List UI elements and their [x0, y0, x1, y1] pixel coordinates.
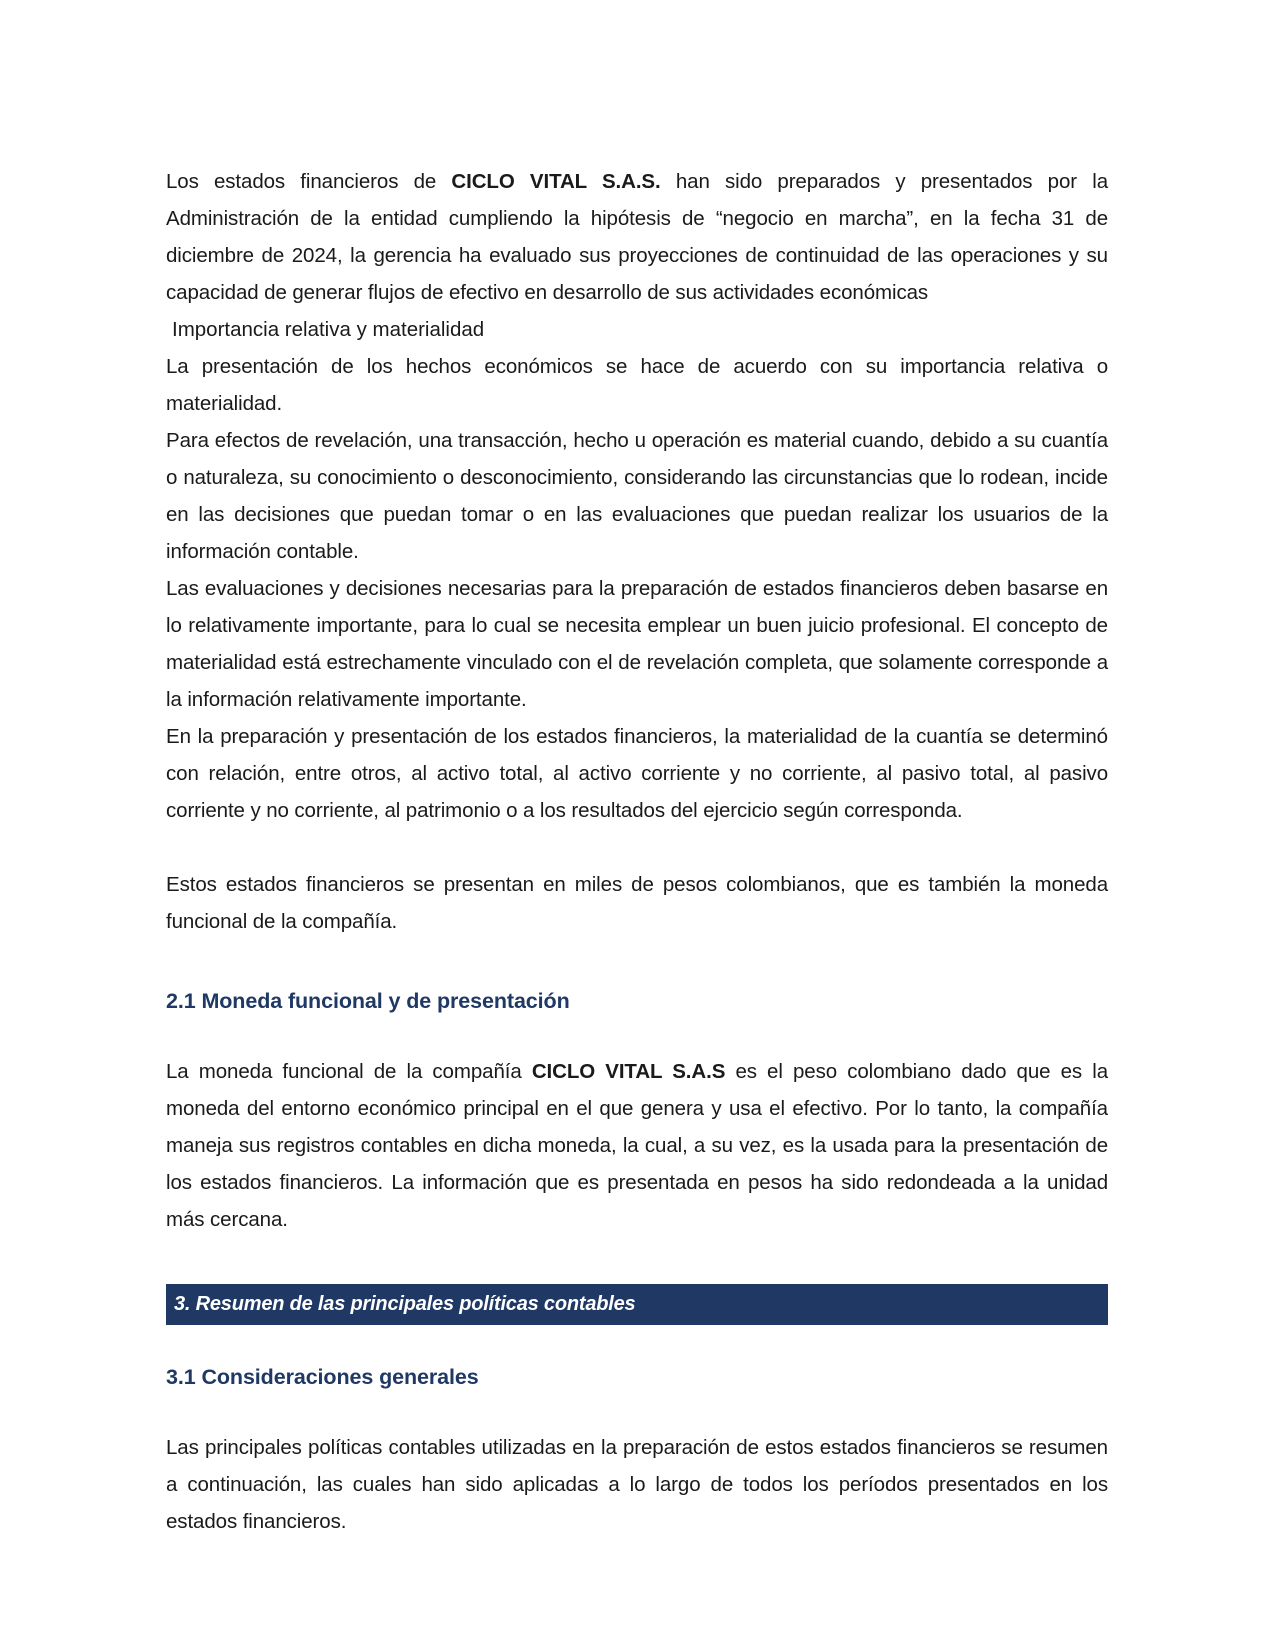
- spacer-before-heading-2-1: [166, 940, 1108, 986]
- paragraph-materialidad-1: La presentación de los hechos económicos se hace de acuerdo con su importancia relativa o materialidad.: [166, 355, 1108, 415]
- company-name-bold-2: CICLO VITAL S.A.S: [531, 1060, 726, 1083]
- moneda-text-before-company: La moneda funcional de la compañía: [166, 1060, 532, 1083]
- subheading-importancia-relativa: Importancia relativa y materialidad: [172, 318, 485, 341]
- section-banner-3-resumen: 3. Resumen de las principales políticas contables: [166, 1284, 1108, 1325]
- paragraph-materialidad-2: Para efectos de revelación, una transacción, hecho u operación es material cuando, debido a su cuantía o naturaleza, su conocimiento o desconocimiento, considerando las circunstancias que lo rodean, incide en las decisiones que puedan tomar o en las evaluaciones que puedan realizar los usuarios de la información contable.: [166, 429, 1108, 563]
- company-name-bold-1: CICLO VITAL S.A.S.: [451, 170, 661, 193]
- moneda-text-after-company: es el peso colombiano dado que es la moneda del entorno económico principal en el que genera y usa el efectivo. Por lo tanto, la compañía maneja sus registros contables en dicha moneda, la cual, a su vez, es la usada para la presentación de los estados financieros. La información que es presentada en pesos ha sido redondeada a la unidad más cercana.: [166, 1060, 1108, 1231]
- paragraph-intro: [166, 163, 1108, 311]
- paragraph-moneda-funcional: [166, 1053, 1108, 1238]
- spacer-before-section-bar: [166, 1238, 1108, 1284]
- heading-3-1-consideraciones-generales: 3.1 Consideraciones generales: [166, 1365, 479, 1389]
- spacer-after-heading-2-1: [166, 1016, 1108, 1053]
- page-content-column: [166, 163, 1108, 1540]
- spacer-after-heading-3-1: [166, 1392, 1108, 1429]
- heading-2-1-moneda-funcional: 2.1 Moneda funcional y de presentación: [166, 989, 570, 1013]
- paragraph-materialidad-4: En la preparación y presentación de los estados financieros, la materialidad de la cuantía se determinó con relación, entre otros, al activo total, al activo corriente y no corriente, al pasivo total, al pasivo corriente y no corriente, al patrimonio o a los resultados del ejercicio según corresponda.: [166, 725, 1108, 822]
- intro-text-before-company: Los estados financieros de: [166, 170, 452, 193]
- paragraph-materialidad-3: Las evaluaciones y decisiones necesarias para la preparación de estados financieros deben basarse en lo relativamente importante, para lo cual se necesita emplear un buen juicio profesional. El concepto de materialidad está estrechamente vinculado con el de revelación completa, que solamente corresponde a la información relativamente importante.: [166, 577, 1108, 711]
- spacer-after-section-bar: [166, 1325, 1108, 1362]
- spacer-before-miles-pesos: [166, 829, 1108, 866]
- paragraph-miles-pesos: Estos estados financieros se presentan en miles de pesos colombianos, que es también la moneda funcional de la compañía.: [166, 873, 1108, 933]
- paragraph-consideraciones-generales: Las principales políticas contables utilizadas en la preparación de estos estados financieros se resumen a continuación, las cuales han sido aplicadas a lo largo de todos los períodos presentados en los estados financieros.: [166, 1436, 1108, 1533]
- intro-text-after-company: han sido preparados y presentados por la Administración de la entidad cumpliendo la hipótesis de “negocio en marcha”, en la fecha 31 de diciembre de 2024, la gerencia ha evaluado sus proyecciones de continuidad de las operaciones y su capacidad de generar flujos de efectivo en desarrollo de sus actividades económicas: [166, 170, 1108, 304]
